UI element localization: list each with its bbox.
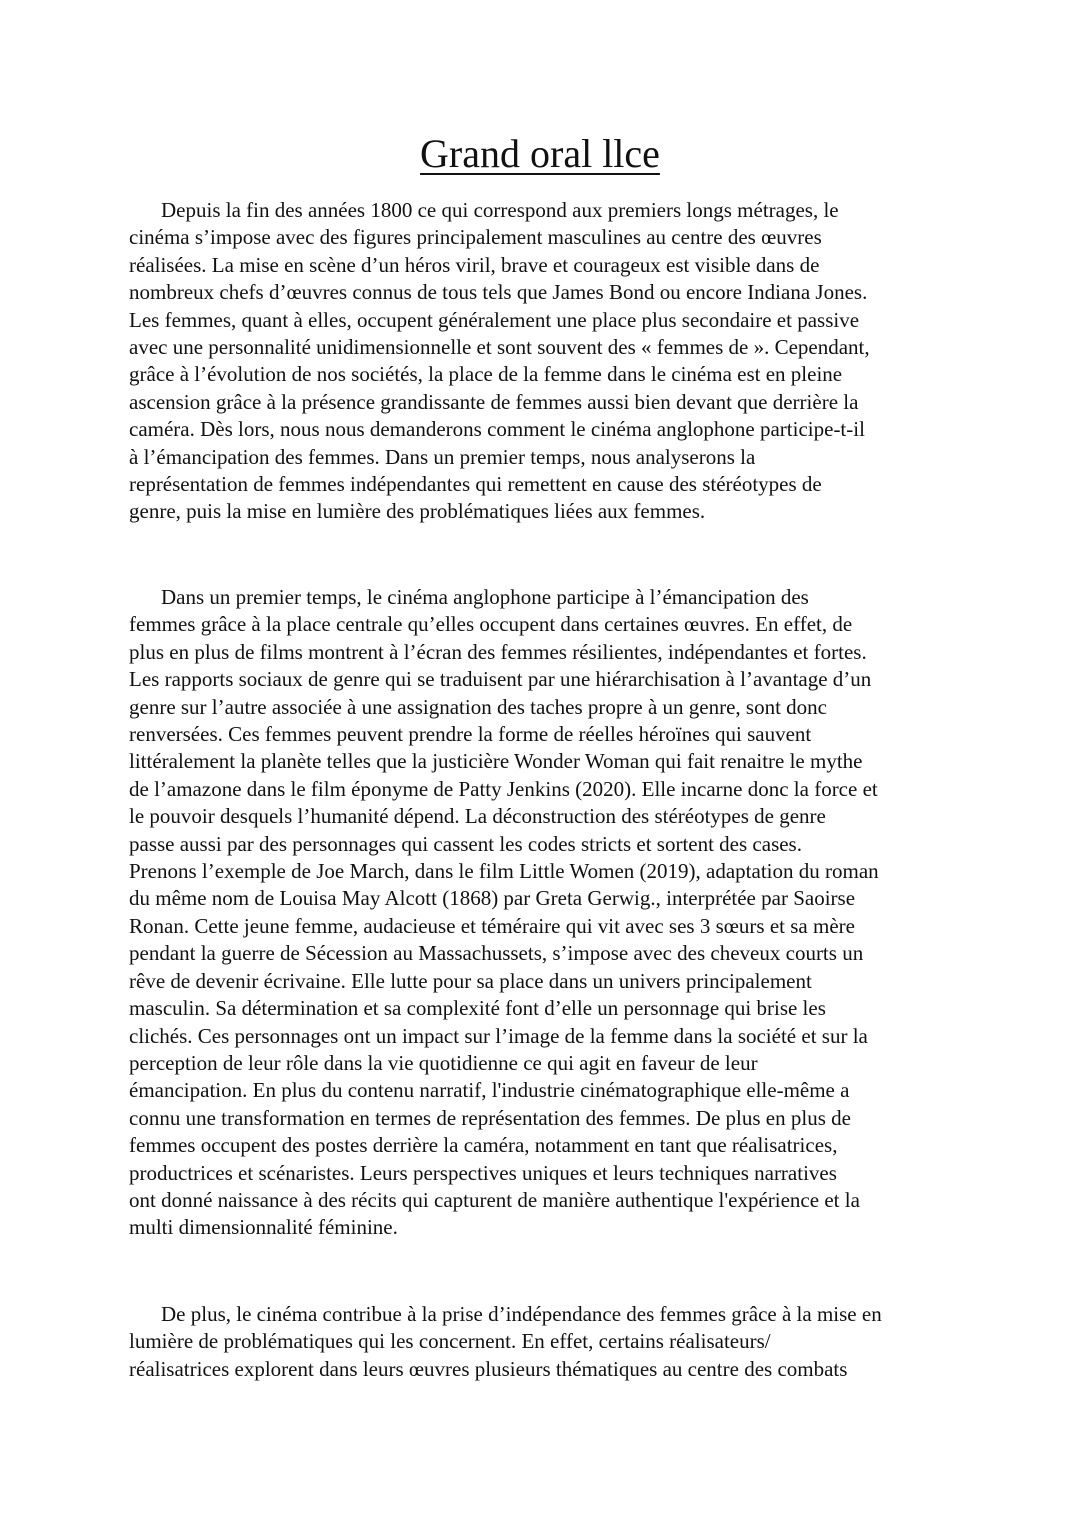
text-line: nombreux chefs d’œuvres connus de tous tels que James Bond ou encore Indiana Jones. bbox=[129, 280, 868, 305]
text-line: passe aussi par des personnages qui cassent les codes stricts et sortent des cases. bbox=[129, 831, 802, 856]
text-line: perception de leur rôle dans la vie quotidienne ce qui agit en faveur de leur bbox=[129, 1050, 758, 1075]
text-line: genre, puis la mise en lumière des problématiques liées aux femmes. bbox=[129, 499, 706, 524]
text-line: clichés. Ces personnages ont un impact sur l’image de la femme dans la société et sur la bbox=[129, 1023, 868, 1048]
text-line: Les femmes, quant à elles, occupent généralement une place plus secondaire et passive bbox=[129, 307, 860, 332]
text-line: réalisées. La mise en scène d’un héros viril, brave et courageux est visible dans de bbox=[129, 252, 820, 277]
text-line: genre sur l’autre associée à une assignation des taches propre à un genre, sont donc bbox=[129, 694, 827, 719]
text-line: Dans un premier temps, le cinéma anglophone participe à l’émancipation des bbox=[161, 585, 809, 609]
text-line: émancipation. En plus du contenu narratif, l'industrie cinématographique elle-même a bbox=[129, 1078, 850, 1103]
text-line: Les rapports sociaux de genre qui se traduisent par une hiérarchisation à l’avantage d’un bbox=[129, 667, 872, 692]
text-line: réalisatrices explorent dans leurs œuvres plusieurs thématiques au centre des combats bbox=[129, 1356, 848, 1381]
text-line: Prenons l’exemple de Joe March, dans le film Little Women (2019), adaptation du roman bbox=[129, 859, 879, 884]
text-line: Ronan. Cette jeune femme, audacieuse et téméraire qui vit avec ses 3 sœurs et sa mère bbox=[129, 913, 855, 938]
text-line: productrices et scénaristes. Leurs perspectives uniques et leurs techniques narratives bbox=[129, 1160, 837, 1185]
text-line: à l’émancipation des femmes. Dans un premier temps, nous analyserons la bbox=[129, 444, 756, 469]
text-line: représentation de femmes indépendantes qui remettent en cause des stéréotypes de bbox=[129, 472, 822, 497]
paragraph-introduction bbox=[129, 197, 951, 526]
text-line: rêve de devenir écrivaine. Elle lutte pour sa place dans un univers principalement bbox=[129, 968, 812, 993]
text-line: femmes grâce à la place centrale qu’elles occupent dans certaines œuvres. En effet, de bbox=[129, 612, 853, 637]
text-line: littéralement la planète telles que la justicière Wonder Woman qui fait renaitre le mythe bbox=[129, 749, 863, 774]
text-line: plus en plus de films montrent à l’écran des femmes résilientes, indépendantes et fortes. bbox=[129, 639, 867, 664]
text-line: connu une transformation en termes de représentation des femmes. De plus en plus de bbox=[129, 1105, 851, 1130]
text-line: De plus, le cinéma contribue à la prise d’indépendance des femmes grâce à la mise en bbox=[161, 1302, 882, 1326]
text-line: multi dimensionnalité féminine. bbox=[129, 1215, 398, 1240]
text-line: ont donné naissance à des récits qui capturent de manière authentique l'expérience et la bbox=[129, 1187, 860, 1212]
page-title: Grand oral llce bbox=[420, 131, 660, 176]
text-line: ascension grâce à la présence grandissante de femmes aussi bien devant que derrière la bbox=[129, 389, 859, 414]
text-line: avec une personnalité unidimensionnelle et sont souvent des « femmes de ». Cependant, bbox=[129, 335, 870, 360]
paragraph-second-part bbox=[129, 1301, 951, 1383]
text-line: cinéma s’impose avec des figures principalement masculines au centre des œuvres bbox=[129, 225, 822, 250]
text-line: renversées. Ces femmes peuvent prendre la forme de réelles héroïnes qui sauvent bbox=[129, 722, 812, 747]
text-line: le pouvoir desquels l’humanité dépend. La déconstruction des stéréotypes de genre bbox=[129, 804, 826, 829]
text-line: Depuis la fin des années 1800 ce qui correspond aux premiers longs métrages, le bbox=[161, 198, 839, 222]
paragraph-first-part bbox=[129, 584, 951, 1242]
text-line: grâce à l’évolution de nos sociétés, la place de la femme dans le cinéma est en pleine bbox=[129, 362, 843, 387]
text-line: de l’amazone dans le film éponyme de Patty Jenkins (2020). Elle incarne donc la force et bbox=[129, 776, 878, 801]
text-line: lumière de problématiques qui les concernent. En effet, certains réalisateurs/ bbox=[129, 1329, 771, 1354]
text-line: du même nom de Louisa May Alcott (1868) par Greta Gerwig., interprétée par Saoirse bbox=[129, 886, 856, 911]
text-line: femmes occupent des postes derrière la caméra, notamment en tant que réalisatrices, bbox=[129, 1133, 838, 1158]
text-line: masculin. Sa détermination et sa complexité font d’elle un personnage qui brise les bbox=[129, 996, 826, 1021]
text-line: caméra. Dès lors, nous nous demanderons comment le cinéma anglophone participe-t-il bbox=[129, 417, 865, 442]
text-line: pendant la guerre de Sécession au Massachussets, s’impose avec des cheveux courts un bbox=[129, 941, 864, 966]
